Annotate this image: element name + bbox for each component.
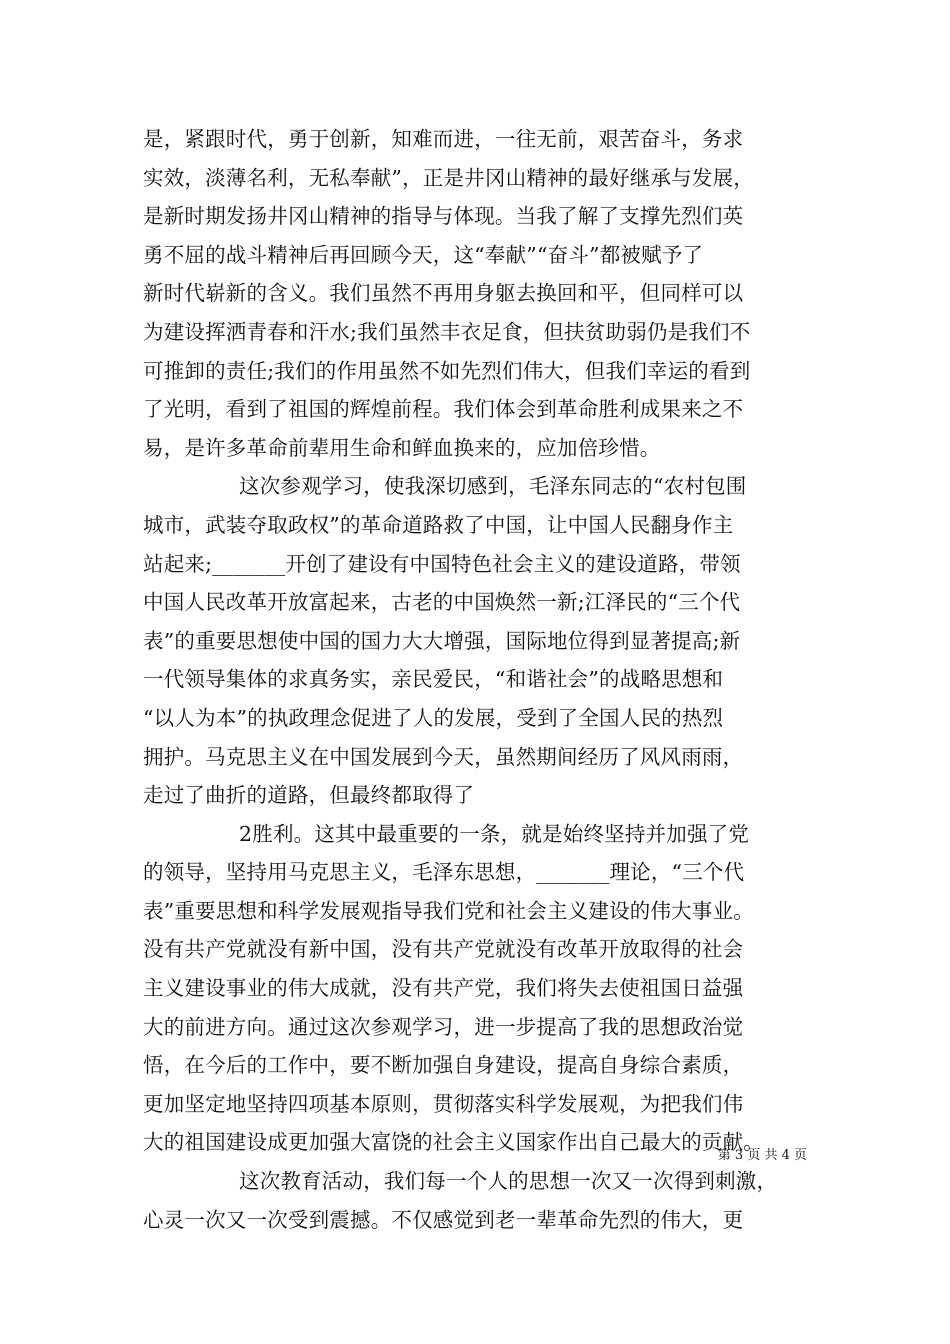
text-line: 大的祖国建设成更加强大富饶的社会主义国家作出自己最大的贡献。	[143, 1130, 764, 1155]
text-line: 没有共产党就没有新中国，没有共产党就没有改革开放取得的社会	[143, 937, 744, 962]
text-line: 实效，淡薄名利，无私奉献”，正是井冈山精神的最好继承与发展，	[143, 165, 754, 190]
paragraph-start-line: 这次参观学习，使我深切感到，毛泽东同志的“农村包围	[239, 474, 747, 499]
text-line: 为建设挥洒青春和汗水;我们虽然丰衣足食，但扶贫助弱仍是我们不	[143, 319, 751, 344]
text-line: 主义建设事业的伟大成就，没有共产党，我们将失去使祖国日益强	[143, 976, 744, 1001]
text-line: 悟，在今后的工作中，要不断加强自身建设，提高自身综合素质，	[143, 1053, 744, 1078]
text-line: 表”重要思想和科学发展观指导我们党和社会主义建设的伟大事业。	[143, 898, 754, 923]
text-line: 中国人民改革开放富起来，古老的中国焕然一新;江泽民的“三个代	[143, 590, 741, 615]
text-line: 城市，武装夺取政权”的革命道路救了中国，让中国人民翻身作主	[143, 512, 734, 537]
text-line: 走过了曲折的道路，但最终都取得了	[143, 783, 475, 808]
text-line: 是新时期发扬井冈山精神的指导与体现。当我了解了支撑先烈们英	[143, 204, 744, 229]
text-line: “以人为本”的执政理念促进了人的发展，受到了全国人民的热烈	[143, 705, 724, 730]
text-line: 一代领导集体的求真务实，亲民爱民，“和谐社会”的战略思想和	[143, 667, 724, 692]
paragraph-start-line: 这次教育活动，我们每一个人的思想一次又一次得到刺激，	[239, 1169, 778, 1194]
text-line: 易，是许多革命前辈用生命和鲜血换来的，应加倍珍惜。	[143, 435, 661, 460]
paragraph-start-line: 2胜利。这其中最重要的一条，就是始终坚持并加强了党	[239, 821, 750, 846]
text-line: 勇不屈的战斗精神后再回顾今天，这“奉献”“奋斗”都被赋予了	[143, 242, 704, 267]
text-line: 心灵一次又一次受到震撼。不仅感觉到老一辈革命先烈的伟大，更	[143, 1207, 744, 1232]
text-line: 站起来;_______开创了建设有中国特色社会主义的建设道路，带领	[143, 551, 741, 576]
text-line: 新时代崭新的含义。我们虽然不再用身躯去换回和平，但同样可以	[143, 281, 744, 306]
text-line: 拥护。马克思主义在中国发展到今天，虽然期间经历了风风雨雨，	[143, 744, 744, 769]
body-text	[143, 120, 823, 1239]
text-line: 了光明，看到了祖国的辉煌前程。我们体会到革命胜利成果来之不	[143, 397, 744, 422]
text-line: 表”的重要思想使中国的国力大大增强，国际地位得到显著提高;新	[143, 628, 741, 653]
page-number-footer: 第 3 页 共 4 页	[717, 1148, 807, 1163]
text-line: 更加坚定地坚持四项基本原则，贯彻落实科学发展观，为把我们伟	[143, 1091, 744, 1116]
text-line: 大的前进方向。通过这次参观学习，进一步提高了我的思想政治觉	[143, 1014, 744, 1039]
text-line: 是，紧跟时代，勇于创新，知难而进，一往无前，艰苦奋斗，务求	[143, 127, 744, 151]
text-line: 可推卸的责任;我们的作用虽然不如先烈们伟大，但我们幸运的看到	[143, 358, 751, 383]
text-line: 的领导，坚持用马克思主义，毛泽东思想，_______理论，“三个代	[143, 860, 745, 885]
